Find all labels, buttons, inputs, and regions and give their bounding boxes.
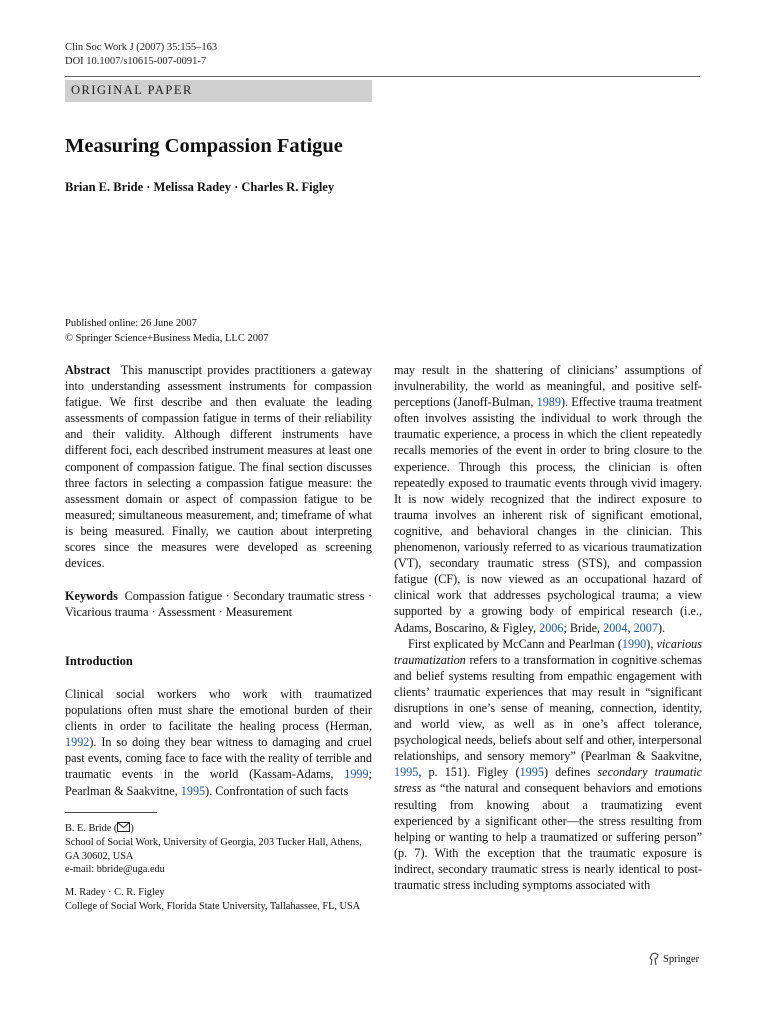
intro-text: ). Confrontation of such facts <box>205 783 349 798</box>
abstract-label: Abstract <box>65 363 111 377</box>
published-date: Published online: 26 June 2007 <box>65 318 197 329</box>
footnote-rule <box>65 812 157 813</box>
intro-text: Clinical social workers who work with traumatized populations often must share the emotional burden of their clients in order to facilitate the healing process (Herman, <box>65 687 372 734</box>
paragraph: may result in the shattering of clinicians’ assumptions of invulnerability, the world as meaningful, and positive self-perceptions (Janoff-Bulman, 1989). Effective trauma treatment often involves assisting the individual to work through the traumatic experience, a process in which the client repeatedly recalls memories of the event in order to bring closure to the experience. Through this process, the clinician is often repeatedly exposed to traumatic events through vivid imagery. It is now widely recognized that the indirect exposure to trauma involves an inherent risk of significant emotional, cognitive, and behavioral changes in the clinician. This phenomenon, variously referred to as vicarious traumatization (VT), secondary traumatic stress (STS), and compassion fatigue (CF), is now viewed as an occupational hazard of clinical work that addresses psychological trauma; a view supported by a growing body of empirical research (i.e., Adams, Boscarino, & Figley, 2006; Bride, 2004, 2007). <box>394 363 702 635</box>
article-type-label: ORIGINAL PAPER <box>71 83 193 97</box>
abstract-text: This manuscript provides practitioners a gateway into understanding assessment instruments for compassion fatigue. We first describe and then evaluate the leading assessments of compassion fatigue in terms of their reliability and their validity. Although different instruments have different foci, each described instrument measures at least one component of compassion fatigue. The final section discusses three factors in selecting a compassion fatigue measure: the assessment domain or aspect of compassion fatigue to be measured; simultaneous measurement, and; timeframe of what is being measured. Finally, we caution about interpreting scores since the measures were developed as screening devices. <box>65 363 372 571</box>
publisher-logo <box>648 952 699 966</box>
header-rule <box>65 76 700 77</box>
journal-citation: Clin Soc Work J (2007) 35:155–163 <box>65 42 218 53</box>
publisher-name: Springer <box>663 953 700 965</box>
bride-name-close: ) <box>130 823 134 834</box>
publication-info <box>65 316 268 346</box>
envelope-icon <box>117 822 130 832</box>
article-type-banner <box>65 80 372 102</box>
springer-horse-icon <box>648 952 660 966</box>
citation-link[interactable]: 1995 <box>180 783 206 798</box>
right-column <box>394 362 702 893</box>
intro-text: ). In so doing they bear witness to damaging and cruel past events, coming face to face with the reality of terrible and traumatic events in the world (Kassam-Adams, <box>65 735 372 782</box>
citation-link[interactable]: 1989 <box>536 395 561 410</box>
keywords-text: Compassion fatigue · Secondary traumatic stress · Vicarious trauma · Assessment · Measurement <box>65 589 372 620</box>
abstract <box>65 362 372 571</box>
citation-link[interactable]: 2007 <box>633 620 658 635</box>
citation-link[interactable]: 2004 <box>603 620 628 635</box>
citation-link[interactable]: 1999 <box>344 767 369 782</box>
author-list: Brian E. Bride · Melissa Radey · Charles R. Figley <box>65 180 335 194</box>
intro-text: ; Pearlman & Saakvitne, <box>65 767 372 798</box>
citation-link[interactable]: 1992 <box>65 735 90 750</box>
bride-email: e-mail: bbride@uga.edu <box>65 864 165 876</box>
citation-link[interactable]: 1995 <box>394 765 419 780</box>
copyright: © Springer Science+Business Media, LLC 2007 <box>65 333 269 344</box>
bride-name: B. E. Bride ( <box>65 823 118 834</box>
bride-affiliation: School of Social Work, University of Georgia, 203 Tucker Hall, Athens, GA 30602, USA <box>65 836 362 862</box>
introduction-paragraph <box>65 686 372 799</box>
paragraph: First explicated by McCann and Pearlman (1990), vicarious traumatization refers to a transformation in cognitive schemas and belief systems resulting from empathic engagement with clients’ traumatic experiences that may result in “significant disruptions in one’s sense of meaning, connection, identity, and world view, as well as in one’s affect tolerance, psychological needs, beliefs about self and other, interpersonal relationships, and sensory memory” (Pearlman & Saakvitne, 1995, p. 151). Figley (1995) defines secondary traumatic stress as “the natural and consequent behaviors and emotions resulting from knowing about a traumatizing event experienced by a significant other—the stress resulting from helping or wanting to help a traumatized or suffering person” (p. 7). With the exception that the traumatic exposure is indirect, secondary traumatic stress is nearly identical to post-traumatic stress including symptoms associated with <box>394 636 703 892</box>
keywords <box>65 588 372 620</box>
citation-link[interactable]: 1995 <box>519 765 544 780</box>
article-title: Measuring Compassion Fatigue <box>65 135 343 157</box>
introduction-heading: Introduction <box>65 654 133 668</box>
others-names: M. Radey · C. R. Figley <box>65 887 165 898</box>
others-affiliation: College of Social Work, Florida State University, Tallahassee, FL, USA <box>65 900 361 912</box>
doi: DOI 10.1007/s10615-007-0091-7 <box>65 56 207 67</box>
citation-link[interactable]: 1990 <box>621 636 647 651</box>
footnote-others <box>65 886 372 914</box>
citation-link[interactable]: 2006 <box>539 620 564 635</box>
keywords-label: Keywords <box>65 589 118 603</box>
footnote-bride <box>65 822 372 877</box>
